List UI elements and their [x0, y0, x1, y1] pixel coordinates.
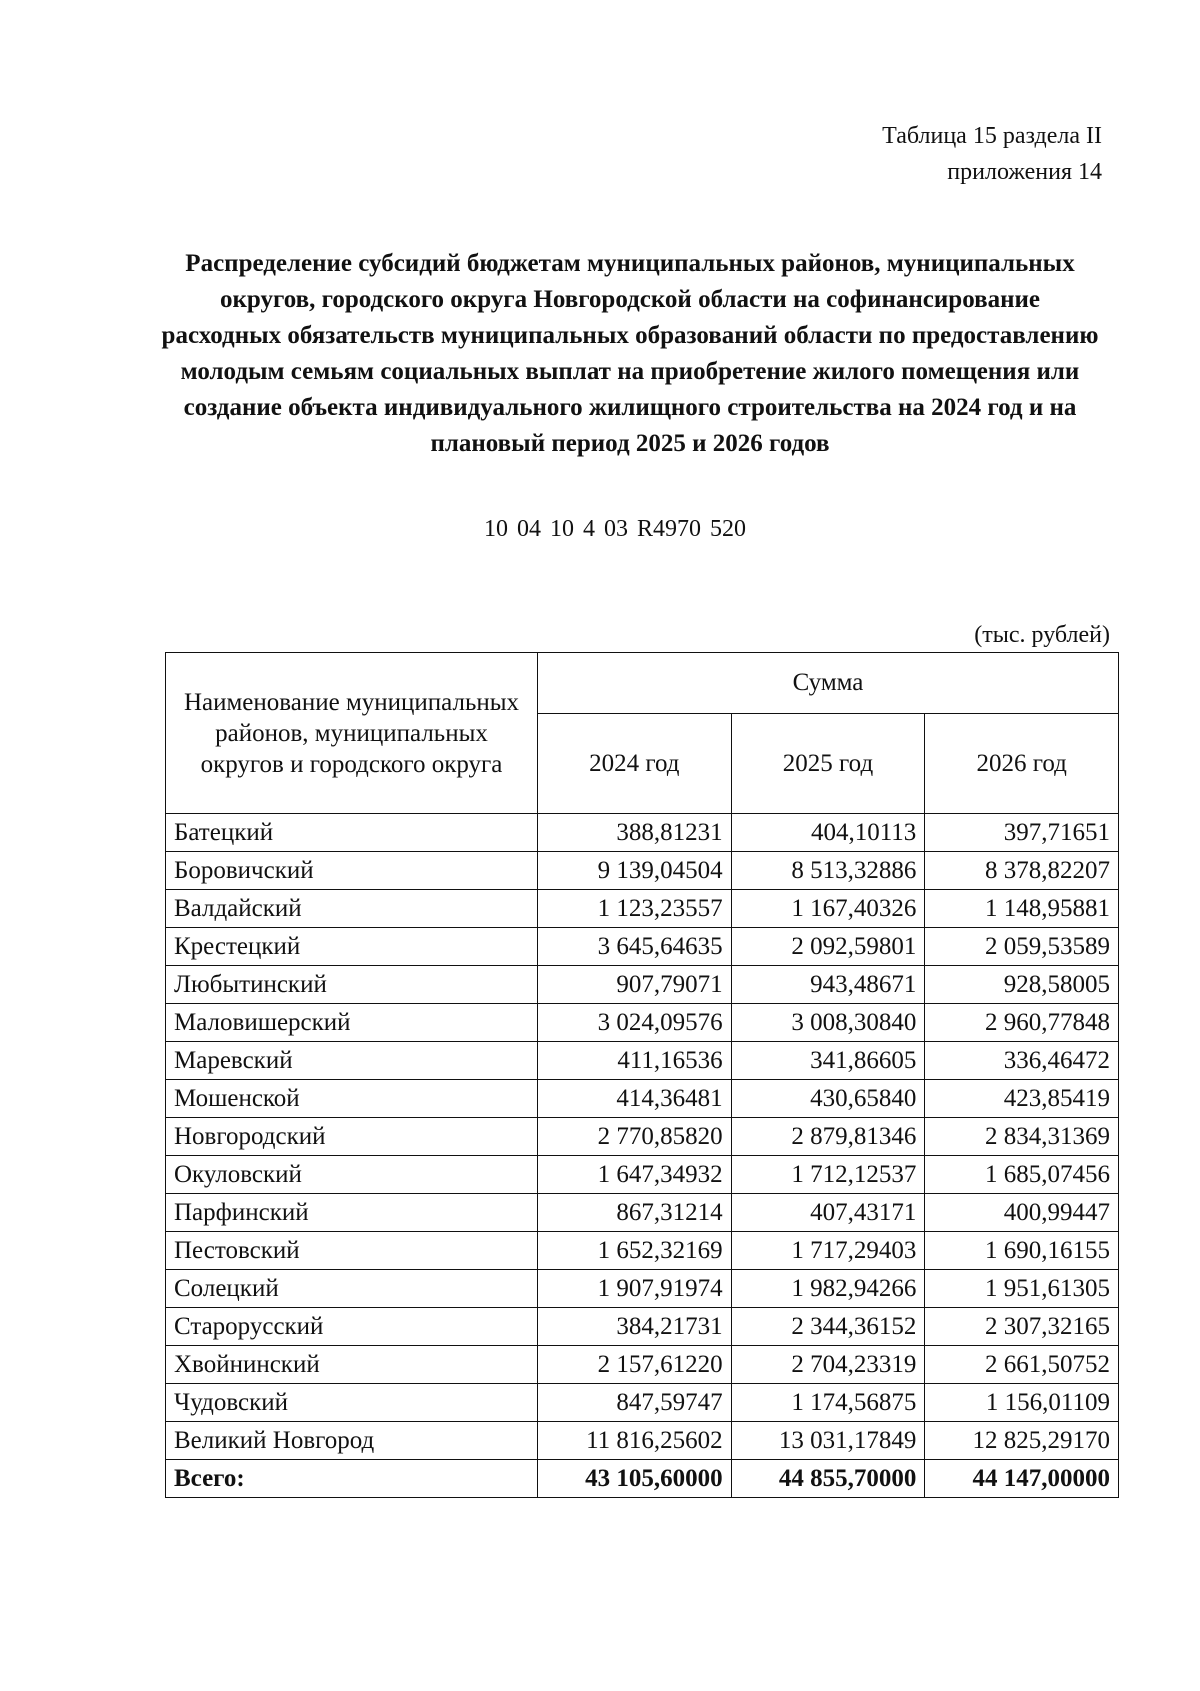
amount-2026: 2 307,32165 — [925, 1308, 1119, 1346]
municipality-name: Старорусский — [166, 1308, 538, 1346]
amount-2026: 336,46472 — [925, 1042, 1119, 1080]
amount-2024: 907,79071 — [538, 966, 732, 1004]
amount-2024: 1 907,91974 — [538, 1270, 732, 1308]
amount-2025: 2 344,36152 — [731, 1308, 925, 1346]
amount-2026: 2 059,53589 — [925, 928, 1119, 966]
amount-2025: 2 879,81346 — [731, 1118, 925, 1156]
amount-2025: 2 092,59801 — [731, 928, 925, 966]
amount-2025: 1 712,12537 — [731, 1156, 925, 1194]
total-2026: 44 147,00000 — [925, 1460, 1119, 1498]
total-2025: 44 855,70000 — [731, 1460, 925, 1498]
amount-2024: 2 770,85820 — [538, 1118, 732, 1156]
amount-2024: 867,31214 — [538, 1194, 732, 1232]
unit-label: (тыс. рублей) — [974, 622, 1110, 648]
municipality-name: Мошенской — [166, 1080, 538, 1118]
column-header-sum: Сумма — [538, 653, 1119, 714]
amount-2025: 1 717,29403 — [731, 1232, 925, 1270]
amount-2024: 3 024,09576 — [538, 1004, 732, 1042]
amount-2024: 1 652,32169 — [538, 1232, 732, 1270]
reference-line-appendix: приложения 14 — [947, 159, 1102, 185]
municipality-name: Боровичский — [166, 852, 538, 890]
municipality-name: Маловишерский — [166, 1004, 538, 1042]
municipality-name: Окуловский — [166, 1156, 538, 1194]
amount-2025: 404,10113 — [731, 814, 925, 852]
amount-2025: 8 513,32886 — [731, 852, 925, 890]
amount-2025: 1 174,56875 — [731, 1384, 925, 1422]
municipality-name: Пестовский — [166, 1232, 538, 1270]
amount-2024: 414,36481 — [538, 1080, 732, 1118]
amount-2026: 1 685,07456 — [925, 1156, 1119, 1194]
amount-2026: 2 960,77848 — [925, 1004, 1119, 1042]
amount-2026: 1 951,61305 — [925, 1270, 1119, 1308]
column-header-year-2024: 2024 год — [538, 714, 732, 814]
amount-2026: 1 156,01109 — [925, 1384, 1119, 1422]
amount-2026: 397,71651 — [925, 814, 1119, 852]
amount-2025: 341,86605 — [731, 1042, 925, 1080]
total-label: Всего: — [166, 1460, 538, 1498]
subsidy-table — [165, 652, 1119, 1498]
amount-2025: 2 704,23319 — [731, 1346, 925, 1384]
amount-2024: 3 645,64635 — [538, 928, 732, 966]
municipality-name: Батецкий — [166, 814, 538, 852]
amount-2025: 407,43171 — [731, 1194, 925, 1232]
amount-2026: 2 834,31369 — [925, 1118, 1119, 1156]
table-body — [166, 814, 1119, 1498]
municipality-name: Маревский — [166, 1042, 538, 1080]
municipality-name: Новгородский — [166, 1118, 538, 1156]
table-row — [166, 1080, 1119, 1118]
amount-2025: 13 031,17849 — [731, 1422, 925, 1460]
table-row — [166, 814, 1119, 852]
amount-2026: 1 690,16155 — [925, 1232, 1119, 1270]
table-row — [166, 1422, 1119, 1460]
total-2024: 43 105,60000 — [538, 1460, 732, 1498]
amount-2026: 12 825,29170 — [925, 1422, 1119, 1460]
table-row — [166, 1156, 1119, 1194]
column-header-year-2026: 2026 год — [925, 714, 1119, 814]
table-row — [166, 1232, 1119, 1270]
table-row — [166, 1308, 1119, 1346]
reference-line-table: Таблица 15 раздела II — [882, 123, 1102, 149]
table-row — [166, 890, 1119, 928]
amount-2024: 1 123,23557 — [538, 890, 732, 928]
municipality-name: Великий Новгород — [166, 1422, 538, 1460]
amount-2026: 1 148,95881 — [925, 890, 1119, 928]
amount-2024: 11 816,25602 — [538, 1422, 732, 1460]
table-row — [166, 1384, 1119, 1422]
budget-classification-code: 10 04 10 4 03 R4970 520 — [483, 516, 746, 542]
amount-2025: 3 008,30840 — [731, 1004, 925, 1042]
amount-2024: 1 647,34932 — [538, 1156, 732, 1194]
amount-2026: 2 661,50752 — [925, 1346, 1119, 1384]
municipality-name: Солецкий — [166, 1270, 538, 1308]
column-header-name: Наименование муниципальных районов, муниципальных округов и городского округа — [166, 653, 538, 814]
amount-2025: 1 167,40326 — [731, 890, 925, 928]
table-row — [166, 1194, 1119, 1232]
table-row — [166, 1118, 1119, 1156]
column-header-year-2025: 2025 год — [731, 714, 925, 814]
municipality-name: Валдайский — [166, 890, 538, 928]
municipality-name: Чудовский — [166, 1384, 538, 1422]
table-row — [166, 852, 1119, 890]
municipality-name: Крестецкий — [166, 928, 538, 966]
table-row — [166, 1346, 1119, 1384]
document-title: Распределение субсидий бюджетам муниципальных районов, муниципальных округов, городского округа Новгородской области на софинансирование расходных обязательств муниципальных образований области по предоставлению молодым семьям социальных выплат на приобретение жилого помещения или создание объекта индивидуального жилищного строительства на 2024 год и на плановый период 2025 и 2026 годов — [161, 250, 1099, 457]
table-row — [166, 928, 1119, 966]
amount-2024: 2 157,61220 — [538, 1346, 732, 1384]
amount-2024: 9 139,04504 — [538, 852, 732, 890]
municipality-name: Парфинский — [166, 1194, 538, 1232]
amount-2024: 847,59747 — [538, 1384, 732, 1422]
amount-2024: 388,81231 — [538, 814, 732, 852]
table-row-total — [166, 1460, 1119, 1498]
amount-2026: 8 378,82207 — [925, 852, 1119, 890]
amount-2026: 423,85419 — [925, 1080, 1119, 1118]
municipality-name: Любытинский — [166, 966, 538, 1004]
table-reference — [882, 118, 1102, 190]
municipality-name: Хвойнинский — [166, 1346, 538, 1384]
amount-2025: 943,48671 — [731, 966, 925, 1004]
amount-2026: 400,99447 — [925, 1194, 1119, 1232]
table-row — [166, 1042, 1119, 1080]
table-row — [166, 1270, 1119, 1308]
table-row — [166, 1004, 1119, 1042]
amount-2025: 430,65840 — [731, 1080, 925, 1118]
amount-2024: 384,21731 — [538, 1308, 732, 1346]
amount-2025: 1 982,94266 — [731, 1270, 925, 1308]
amount-2026: 928,58005 — [925, 966, 1119, 1004]
amount-2024: 411,16536 — [538, 1042, 732, 1080]
table-row — [166, 966, 1119, 1004]
